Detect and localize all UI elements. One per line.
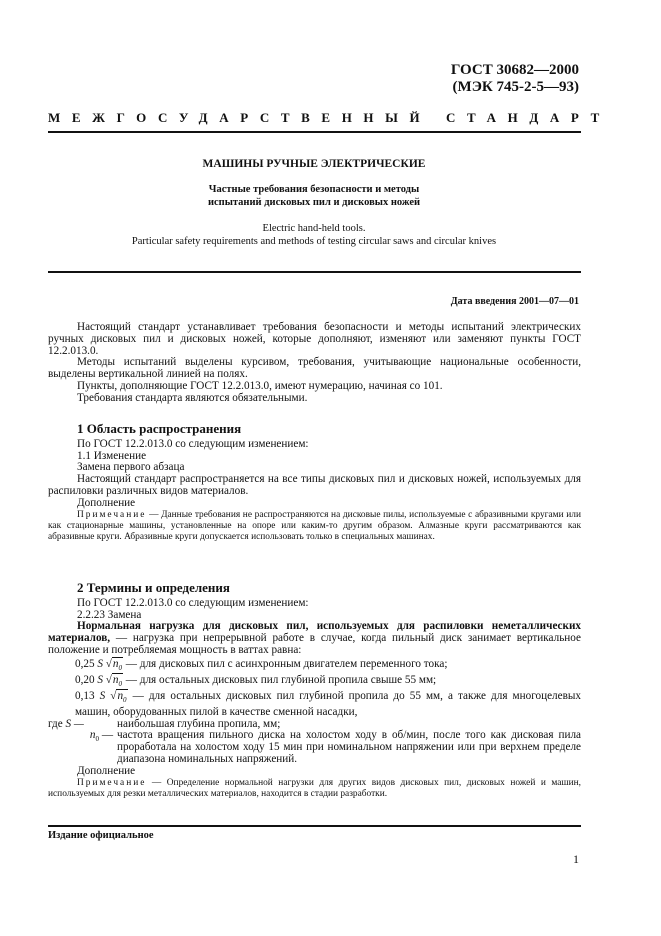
- definition-term: Нормальная нагрузка для дисковых пил, используемых для распиловки неметаллических материалов,: [48, 620, 581, 645]
- title-rule: [48, 271, 581, 273]
- english-title-line-2: Particular safety requirements and methods of testing circular saws and circular knives: [131, 236, 497, 247]
- formula-text: — для дисковых пил с асинхронным двигателем переменного тока;: [123, 657, 448, 670]
- intro-block: [48, 322, 581, 405]
- standard-number-block: [451, 62, 579, 96]
- formula-var: S: [97, 657, 103, 670]
- definition-paragraph: [48, 621, 581, 656]
- note-text: — Данные требования не распространяются на дисковые пилы, используемые с абразивными кругами или как стационарные машины, установленные на опоре или каким-то другим образом. Алмазные круги рассматриваются как абразивные круги. Абразивные круги допускается использовать только в специальных машинах.: [48, 509, 581, 542]
- definition-text: — нагрузка при непрерывной работе в случае, когда пильный диск занимает вертикальное положение и потребляемая мощность в ваттах равна:: [48, 632, 581, 656]
- where-n-text: частота вращения пильного диска на холостом ходу в об/мин, после того как дисковая пила проработала на холостом ходу 15 мин при номинальном напряжении или при верхнем пределе диапазона номинальных напряжений.: [117, 729, 581, 766]
- section-1-note: [48, 510, 581, 544]
- formula-1: [48, 659, 581, 675]
- intro-paragraph-1: Настоящий стандарт устанавливает требования безопасности и методы испытаний электрических ручных дисковых пил и дисковых ножей, которые дополняют, изменяют или заменяют пункты ГОСТ 12.2.013.0.: [48, 321, 581, 357]
- where-s-symbol: S —: [65, 717, 84, 730]
- section-2-heading: 2 Термины и определения: [77, 580, 230, 595]
- formula-var: S: [99, 689, 106, 702]
- formula-coef: 0,20: [75, 673, 95, 686]
- gost-number: ГОСТ 30682—2000: [450, 62, 579, 78]
- section-2: [48, 582, 581, 800]
- formula-coef: 0,25: [75, 657, 95, 670]
- section-1-line-4: Настоящий стандарт распространяется на все типы дисковых пил и дисковых ножей, используемых для распиловки различных видов материалов.: [48, 473, 581, 497]
- subtitle-line-1: Частные требования безопасности и методы: [208, 184, 420, 195]
- where-n-row: $n_0$ — частота вращения пильного диска на холостом ходу в об/мин, после того как дисковая пила проработала на холостом ходу 15 мин при номинальном напряжении или при верхнем пределе диапазона номинальных напряжений.: [89, 729, 581, 766]
- section-2-addition: Дополнение: [77, 764, 136, 777]
- section-2-line-1: По ГОСТ 12.2.013.0 со следующим изменением:: [77, 596, 309, 609]
- english-title-line-1: Electric hand-held tools.: [262, 223, 366, 234]
- iec-number: (МЭК 745-2-5—93): [452, 79, 579, 95]
- section-2-note: [48, 778, 581, 800]
- note-text: — Определение нормальной нагрузки для других видов дисковых пил, дисковых ножей и машин, используемых для резки металлических материалов, находится в стадии разработки.: [48, 777, 581, 799]
- section-2-line-2: 2.2.23 Замена: [77, 608, 142, 621]
- section-1-heading: 1 Область распространения: [77, 421, 242, 436]
- section-1-line-3: Замена первого абзаца: [77, 461, 185, 474]
- formula-3: [48, 691, 581, 719]
- intro-paragraph-4: Требования стандарта являются обязательными.: [77, 391, 308, 404]
- note-label: Примечание: [77, 777, 147, 788]
- section-1-line-2: 1.1 Изменение: [77, 449, 147, 462]
- intro-paragraph-3: Пункты, дополняющие ГОСТ 12.2.013.0, имеют нумерацию, начиная со 101.: [77, 379, 443, 392]
- where-list: [48, 719, 581, 766]
- footer-rule: [48, 825, 581, 827]
- section-1-line-5: Дополнение: [77, 496, 136, 509]
- page-number: 1: [573, 852, 579, 866]
- intro-paragraph-2: Методы испытаний выделены курсивом, требования, учитывающие национальные особенности, выделены вертикальной линией на полях.: [48, 356, 581, 381]
- effective-date: Дата введения 2001—07—01: [450, 296, 579, 307]
- document-subtitle: [48, 183, 580, 209]
- formula-coef: 0,13: [75, 689, 95, 702]
- where-n-symbol: n: [89, 729, 96, 742]
- subtitle-line-2: испытаний дисковых пил и дисковых ножей: [207, 197, 421, 208]
- official-edition-label: Издание официальное: [48, 830, 154, 841]
- sqrt-symbol: $√n_0$: [105, 673, 122, 689]
- document-title: МАШИНЫ РУЧНЫЕ ЭЛЕКТРИЧЕСКИЕ: [202, 158, 426, 170]
- formula-text: — для остальных дисковых пил глубиной пропила свыше 55 мм;: [123, 673, 437, 686]
- sqrt-symbol: $√n_0$: [110, 689, 127, 705]
- formula-var: S: [97, 673, 103, 686]
- section-1-line-1: По ГОСТ 12.2.013.0 со следующим изменением:: [77, 437, 309, 450]
- sqrt-symbol: $√n_0$: [105, 657, 122, 673]
- english-title: [48, 222, 580, 248]
- where-label: где: [48, 717, 63, 730]
- note-label: Примечание: [77, 509, 147, 520]
- interstate-standard-banner: МЕЖГОСУДАРСТВЕННЫЙ СТАНДАРТ: [48, 110, 611, 125]
- where-s-text: наибольшая глубина пропила, мм;: [117, 717, 281, 730]
- banner-rule: [48, 131, 581, 133]
- section-1: [48, 423, 581, 543]
- formula-2: [48, 675, 581, 691]
- formula-text: — для остальных дисковых пил глубиной пропила до 55 мм, а также для многоцелевых машин, оборудованных пилой в качестве сменной насадки,: [75, 689, 581, 718]
